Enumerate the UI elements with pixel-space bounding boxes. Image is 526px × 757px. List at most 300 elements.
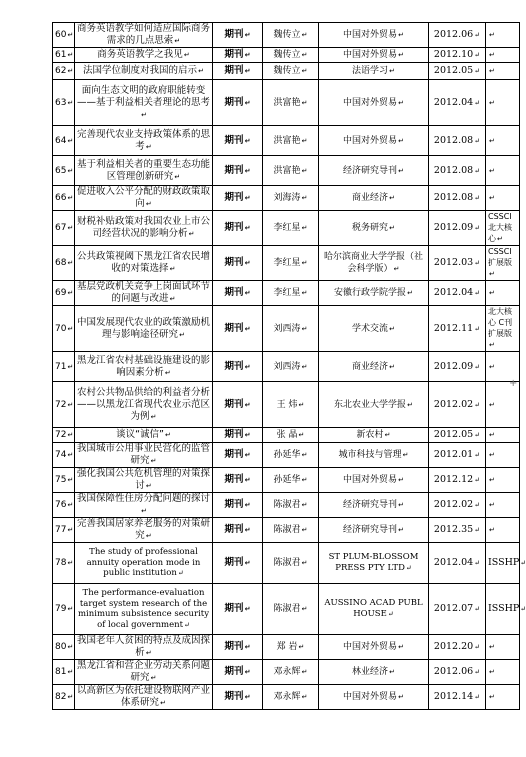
paragraph-mark-icon: ↵	[244, 166, 251, 175]
row-number	[53, 543, 75, 584]
journal-name-text: 中国对外贸易	[343, 475, 398, 485]
journal-name	[319, 211, 429, 246]
row-number	[53, 493, 75, 518]
index-note	[486, 126, 520, 156]
publication-type	[213, 443, 263, 468]
paragraph-mark-icon: ↵	[301, 194, 308, 202]
author-name	[263, 543, 319, 584]
row-number-text: 61	[55, 50, 67, 60]
journal-name-text: 经济研究导刊	[343, 500, 398, 510]
row-number	[53, 126, 75, 156]
paragraph-mark-icon: ↵	[301, 668, 308, 676]
paper-title	[75, 685, 213, 710]
publication-type-text: 期刊	[224, 603, 244, 614]
paragraph-mark-icon: ↵	[301, 451, 308, 459]
paragraph-mark-icon: ↵	[183, 51, 190, 59]
index-note	[486, 23, 520, 48]
row-number	[53, 352, 75, 382]
paragraph-mark-icon: ↵	[301, 324, 308, 333]
paragraph-mark-icon: ↵	[398, 476, 404, 484]
paragraph-mark-icon: ↵	[474, 259, 481, 267]
row-number-text: 72	[55, 430, 67, 440]
paragraph-mark-icon: ↵	[150, 412, 157, 421]
paragraph-mark-icon: ↵	[474, 476, 481, 484]
paragraph-mark-icon: ↵	[474, 224, 481, 232]
paragraph-mark-icon: ↵	[398, 51, 404, 59]
publication-type	[213, 306, 263, 352]
index-note	[486, 584, 526, 635]
paragraph-mark-icon: ↵	[298, 643, 305, 651]
publication-date	[429, 518, 486, 543]
publication-type-text: 期刊	[224, 134, 244, 146]
publication-type	[213, 63, 263, 80]
paragraph-mark-icon: ↵	[244, 98, 251, 107]
paragraph-mark-icon: ↵	[387, 610, 394, 618]
row-number-text: 67	[55, 223, 67, 233]
publication-date	[429, 493, 486, 518]
publication-type	[213, 156, 263, 186]
publication-type-text: 期刊	[224, 449, 244, 460]
paper-title-text: 商务英语教学之我见	[97, 49, 183, 60]
paragraph-mark-icon: ↵	[489, 166, 495, 175]
paragraph-mark-icon: ↵	[244, 451, 251, 459]
index-note	[486, 281, 520, 306]
paper-title	[75, 63, 213, 80]
paragraph-mark-icon: ↵	[145, 649, 152, 657]
paragraph-mark-icon: ↵	[298, 431, 305, 439]
publication-date	[429, 211, 486, 246]
index-note	[486, 635, 520, 660]
publication-date-text: 2012.03	[433, 257, 474, 268]
paragraph-mark-icon: ↵	[67, 289, 74, 297]
paragraph-mark-icon: ↵	[244, 31, 251, 39]
publication-type-text: 期刊	[224, 287, 244, 298]
table-row	[53, 660, 520, 685]
publication-date-text: 2012.04	[433, 557, 474, 568]
index-note-text: 北大核心 C刊扩展版	[488, 307, 513, 338]
paragraph-mark-icon: ↵	[474, 431, 481, 439]
paragraph-mark-icon: ↵	[145, 532, 152, 540]
table-row	[53, 352, 520, 382]
publication-type-text: 期刊	[224, 499, 244, 510]
journal-name-text: 学术交流	[352, 323, 389, 334]
journal-name-text: 商业经济	[352, 193, 389, 203]
publication-type-text: 期刊	[224, 96, 244, 108]
publication-date-text: 2012.11	[433, 322, 474, 334]
paper-title-text: 面向生态文明的政府职能转变——基于利益相关者理论的思考	[76, 84, 210, 108]
publication-type	[213, 635, 263, 660]
row-number-text: 71	[55, 361, 67, 372]
paper-title-text: 以高新区为依托建设物联网产业体系研究	[76, 685, 210, 708]
paragraph-mark-icon: ↵	[67, 693, 74, 701]
publication-type-text: 期刊	[224, 398, 244, 410]
table-row	[53, 428, 520, 443]
publication-type-text: 期刊	[224, 222, 244, 233]
paragraph-mark-icon: ↵	[67, 51, 74, 59]
paragraph-mark-icon: ↵	[301, 67, 308, 75]
journal-name	[319, 443, 429, 468]
journal-name-text: 城市科技与管理	[338, 450, 402, 460]
index-note	[486, 428, 520, 443]
paper-title-text: 强化我国公共危机管理的对策探讨	[76, 468, 210, 491]
paragraph-mark-icon: ↵	[398, 501, 404, 509]
publication-date	[429, 584, 486, 635]
paper-title-text: 基层党政机关竞争上岗面试环节的问题与改进	[76, 281, 210, 304]
row-number	[53, 428, 75, 443]
paper-title	[75, 493, 213, 518]
paragraph-mark-icon: ↵	[301, 166, 308, 175]
paragraph-mark-icon: ↵	[301, 289, 308, 297]
row-number-text: 75	[55, 475, 67, 485]
table-row	[53, 468, 520, 493]
publication-date	[429, 352, 486, 382]
paragraph-mark-icon: ↵	[474, 605, 481, 613]
paragraph-mark-icon: ↵	[244, 431, 251, 439]
publication-date-text: 2012.10	[433, 49, 474, 60]
paper-title-text: The study of professional annuity operation mode in public institution	[86, 547, 201, 579]
paragraph-mark-icon: ↵	[474, 194, 481, 202]
journal-name	[319, 63, 429, 80]
row-number-text: 80	[55, 642, 67, 652]
publication-date	[429, 63, 486, 80]
publication-date-text: 2012.04	[433, 96, 474, 108]
publication-date-text: 2012.02	[433, 499, 474, 510]
paragraph-mark-icon: ↵	[398, 693, 404, 701]
journal-name-text: 中国对外贸易	[343, 30, 398, 40]
paragraph-mark-icon: ↵	[67, 194, 74, 202]
paragraph-mark-icon: ↵	[184, 620, 190, 629]
table-row	[53, 306, 520, 352]
paragraph-mark-icon: ↵	[489, 289, 495, 297]
paragraph-mark-icon: ↵	[67, 451, 74, 459]
paragraph-mark-icon: ↵	[301, 362, 308, 371]
index-note	[486, 211, 520, 246]
paragraph-mark-icon: ↵	[67, 476, 74, 484]
paragraph-mark-icon: ↵	[301, 136, 308, 145]
index-note-text: ISSHP	[488, 603, 520, 614]
paragraph-mark-icon: ↵	[474, 501, 481, 509]
paragraph-mark-icon: ↵	[145, 142, 152, 151]
row-number-text: 81	[55, 667, 67, 677]
paragraph-mark-icon: ↵	[489, 643, 495, 651]
paragraph-mark-icon: ↵	[67, 605, 74, 613]
publication-type	[213, 428, 263, 443]
row-number	[53, 281, 75, 306]
paragraph-mark-icon: ↵	[244, 501, 251, 509]
paragraph-mark-icon: ↵	[301, 259, 308, 267]
paragraph-mark-icon: ↵	[497, 235, 503, 243]
row-number	[53, 685, 75, 710]
paper-title	[75, 518, 213, 543]
paragraph-mark-icon: ↵	[489, 67, 495, 75]
author-name-text: 洪富艳	[273, 165, 301, 176]
publication-type	[213, 48, 263, 63]
row-number	[53, 518, 75, 543]
author-name-text: 刘西涛	[273, 361, 301, 372]
row-number-text: 76	[55, 500, 67, 510]
publication-date-text: 2012.05	[433, 429, 474, 440]
paper-title-text: 中国发展现代农业的政策激励机理与影响途径研究	[76, 316, 210, 340]
author-name	[263, 186, 319, 211]
paragraph-mark-icon: ↵	[489, 270, 495, 278]
index-note-text: ISSHP	[488, 557, 520, 568]
row-number-text: 74	[55, 450, 67, 460]
publication-date-text: 2012.14	[433, 691, 474, 702]
publication-type-text: 期刊	[224, 164, 244, 176]
author-name	[263, 211, 319, 246]
publication-date	[429, 126, 486, 156]
author-name-text: 王 炜	[276, 399, 298, 410]
author-name	[263, 246, 319, 281]
journal-name	[319, 352, 429, 382]
publication-type	[213, 352, 263, 382]
paper-title-text: 促进收入公平分配的财政政策取向	[76, 186, 210, 209]
publication-type	[213, 186, 263, 211]
journal-name-text: ST PLUM-BLOSSOM PRESS PTY LTD	[328, 552, 419, 573]
paragraph-mark-icon: ↵	[244, 605, 251, 613]
paper-title-text: 财税补贴政策对我国农业上市公司经营状况的影响分析	[76, 216, 210, 239]
paragraph-mark-icon: ↵	[301, 31, 308, 39]
row-number	[53, 468, 75, 493]
journal-name-text: 中国对外贸易	[343, 642, 398, 652]
paragraph-mark-icon: ↵	[150, 457, 157, 465]
paragraph-mark-icon: ↵	[405, 564, 412, 572]
paragraph-mark-icon: ↵	[398, 643, 404, 651]
paragraph-mark-icon: ↵	[67, 166, 74, 175]
author-name-text: 洪富艳	[273, 135, 301, 146]
journal-name	[319, 518, 429, 543]
paragraph-mark-icon: ↵	[141, 507, 147, 515]
paragraph-mark-icon: ↵	[67, 559, 74, 567]
paragraph-mark-icon: ↵	[398, 31, 404, 39]
table-row	[53, 543, 520, 584]
publication-date	[429, 281, 486, 306]
paper-title-text: 我国老年人贫困的特点及成因探析	[76, 635, 210, 658]
row-number-text: 64	[55, 135, 67, 146]
journal-name	[319, 468, 429, 493]
paragraph-mark-icon: ↵	[244, 668, 251, 676]
journal-name-text: 税务研究	[352, 223, 389, 233]
index-note-text: CSSCI 北大核心	[488, 212, 512, 243]
publication-date-text: 2012.35	[433, 524, 474, 535]
author-name	[263, 493, 319, 518]
paragraph-mark-icon: ↵	[244, 324, 251, 333]
publication-date-text: 2012.20	[433, 641, 474, 652]
publication-type-text: 期刊	[224, 257, 244, 268]
paragraph-mark-icon: ↵	[474, 693, 481, 701]
paragraph-mark-icon: ↵	[141, 110, 147, 119]
paragraph-mark-icon: ↵	[67, 668, 74, 676]
author-name	[263, 468, 319, 493]
row-number-text: 77	[55, 525, 67, 535]
paragraph-mark-icon: ↵	[474, 400, 481, 409]
author-name	[263, 443, 319, 468]
journal-name	[319, 428, 429, 443]
publication-date	[429, 685, 486, 710]
index-note	[486, 493, 520, 518]
publication-type	[213, 126, 263, 156]
index-note	[486, 186, 520, 211]
author-name-text: 魏传立	[273, 66, 301, 76]
row-number	[53, 246, 75, 281]
paragraph-mark-icon: ↵	[398, 526, 404, 534]
journal-name-text: 中国对外贸易	[343, 97, 398, 108]
author-name-text: 李红星	[273, 258, 301, 268]
author-name	[263, 584, 319, 635]
publication-date-text: 2012.06	[433, 29, 474, 40]
row-number	[53, 63, 75, 80]
journal-name	[319, 80, 429, 126]
row-number	[53, 80, 75, 126]
publication-type	[213, 468, 263, 493]
paper-title-text: The performance-evaluation target system research of the minimum subsistence security of local government	[77, 588, 210, 630]
paragraph-mark-icon: ↵	[520, 559, 526, 567]
paragraph-mark-icon: ↵	[520, 605, 526, 613]
author-name-text: 陈淑君	[273, 525, 301, 535]
publication-type-text: 期刊	[224, 474, 244, 485]
paragraph-mark-icon: ↵	[244, 224, 251, 232]
paper-title	[75, 126, 213, 156]
paragraph-mark-icon: ↵	[301, 526, 308, 534]
paragraph-mark-icon: ↵	[489, 668, 495, 676]
journal-name	[319, 306, 429, 352]
author-name-text: 李红星	[273, 223, 301, 233]
paragraph-mark-icon: ↵	[474, 362, 481, 371]
paper-title	[75, 584, 213, 635]
publication-date	[429, 428, 486, 443]
index-note-text: CSSCI 扩展版	[488, 247, 512, 267]
publication-date	[429, 186, 486, 211]
paragraph-mark-icon: ↵	[67, 136, 74, 145]
publication-type-text: 期刊	[224, 524, 244, 535]
paragraph-mark-icon: ↵	[67, 501, 74, 509]
publication-date-text: 2012.01	[433, 449, 474, 460]
row-number	[53, 443, 75, 468]
paper-title	[75, 23, 213, 48]
paragraph-mark-icon: ↵	[474, 51, 481, 59]
author-name	[263, 126, 319, 156]
paragraph-mark-icon: ↵	[67, 67, 74, 75]
paragraph-mark-icon: ↵	[474, 166, 481, 175]
row-number	[53, 156, 75, 186]
paragraph-mark-icon: ↵	[393, 265, 400, 273]
paragraph-mark-icon: ↵	[402, 451, 409, 459]
paragraph-mark-icon: ↵	[244, 693, 251, 701]
paper-title-text: 黑龙江省农村基础设施建设的影响因素分析	[76, 354, 210, 378]
journal-name-text: 商业经济	[352, 361, 389, 372]
paragraph-mark-icon: ↵	[301, 693, 308, 701]
paragraph-mark-icon: ↵	[489, 476, 495, 484]
author-name-text: 李红星	[273, 288, 301, 298]
paragraph-mark-icon: ↵	[67, 324, 74, 333]
publication-type-text: 期刊	[224, 192, 244, 203]
paragraph-mark-icon: ↵	[474, 136, 481, 145]
paragraph-mark-icon: ↵	[389, 67, 395, 75]
author-name-text: 魏传立	[273, 50, 301, 60]
publication-type	[213, 685, 263, 710]
paper-title	[75, 635, 213, 660]
publication-date	[429, 468, 486, 493]
publication-date-text: 2012.05	[433, 65, 474, 76]
paragraph-mark-icon: ↵	[244, 559, 251, 567]
paragraph-mark-icon: ↵	[301, 501, 308, 509]
author-name-text: 洪富艳	[273, 97, 301, 108]
paragraph-mark-icon: ↵	[489, 693, 495, 701]
paragraph-mark-icon: ↵	[489, 341, 495, 349]
paragraph-mark-icon: ↵	[174, 172, 181, 181]
paragraph-mark-icon: ↵	[67, 400, 74, 409]
journal-name	[319, 126, 429, 156]
paragraph-mark-icon: ↵	[474, 451, 481, 459]
index-note	[486, 246, 520, 281]
paragraph-mark-icon: ↵	[244, 67, 251, 75]
paragraph-mark-icon: ↵	[301, 51, 308, 59]
author-name	[263, 518, 319, 543]
publication-date	[429, 306, 486, 352]
paragraph-mark-icon: ↵	[174, 37, 181, 45]
paragraph-mark-icon: ↵	[474, 526, 481, 534]
author-name	[263, 80, 319, 126]
paper-title	[75, 281, 213, 306]
table-row	[53, 518, 520, 543]
publication-date	[429, 23, 486, 48]
row-number-text: 65	[55, 165, 67, 176]
publication-date	[429, 543, 486, 584]
publication-date-text: 2012.09	[433, 360, 474, 372]
paragraph-mark-icon: ↵	[244, 526, 251, 534]
paragraph-mark-icon: ↵	[474, 67, 481, 75]
paragraph-mark-icon: ↵	[244, 476, 251, 484]
publication-date-text: 2012.04	[433, 287, 474, 298]
paragraph-mark-icon: ↵	[67, 224, 74, 232]
paper-title	[75, 468, 213, 493]
paragraph-mark-icon: ↵	[188, 230, 195, 238]
paragraph-mark-icon: ↵	[489, 501, 495, 509]
paragraph-mark-icon: ↵	[301, 605, 308, 613]
paragraph-mark-icon: ↵	[67, 362, 74, 371]
index-note	[486, 518, 520, 543]
paper-title-text: 商务英语教学如何适应国际商务需求的几点思索	[76, 23, 210, 46]
paragraph-mark-icon: ↵	[244, 400, 251, 409]
paragraph-mark-icon: ↵	[169, 265, 176, 273]
paper-title-text: 农村公共物品供给的利益者分析——以黑龙江省现代农业示范区为例	[76, 386, 210, 422]
author-name-text: 陈淑君	[273, 500, 301, 510]
paragraph-mark-icon: ↵	[474, 289, 481, 297]
row-number	[53, 48, 75, 63]
author-name-text: 陈淑君	[273, 558, 301, 568]
paragraph-mark-icon: ↵	[244, 643, 251, 651]
publication-date	[429, 635, 486, 660]
paragraph-mark-icon: ↵	[489, 400, 495, 409]
paragraph-mark-icon: ↵	[67, 431, 74, 439]
paper-title	[75, 428, 213, 443]
table-row	[53, 211, 520, 246]
journal-name	[319, 493, 429, 518]
publication-type-text: 期刊	[224, 557, 244, 568]
publication-type	[213, 80, 263, 126]
journal-name	[319, 543, 429, 584]
paragraph-mark-icon: ↵	[150, 674, 157, 682]
paragraph-mark-icon: ↵	[244, 194, 251, 202]
publication-type	[213, 246, 263, 281]
paragraph-mark-icon: ↵	[489, 431, 495, 439]
author-name	[263, 281, 319, 306]
author-name-text: 刘海涛	[273, 193, 301, 203]
publication-type-text: 期刊	[224, 49, 244, 60]
author-name	[263, 156, 319, 186]
journal-name	[319, 186, 429, 211]
margin-plus-icon[interactable]: +	[509, 378, 518, 389]
